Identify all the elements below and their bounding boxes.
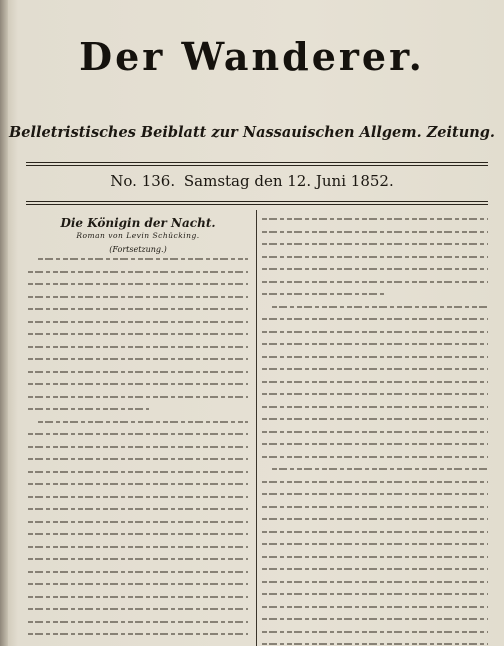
masthead-title: Der Wanderer. bbox=[79, 34, 425, 79]
left-column-text bbox=[28, 258, 248, 646]
text-line bbox=[262, 393, 488, 395]
text-line bbox=[28, 621, 248, 623]
issue-number: No. 136. bbox=[110, 172, 176, 190]
text-line bbox=[262, 581, 488, 583]
continued-note: (Fortsetzung.) bbox=[109, 245, 167, 254]
text-line bbox=[28, 296, 248, 298]
page-gutter bbox=[0, 0, 8, 646]
text-line bbox=[262, 593, 488, 595]
text-line bbox=[262, 343, 488, 345]
text-line bbox=[262, 631, 488, 633]
text-line bbox=[262, 643, 488, 645]
text-line bbox=[262, 556, 488, 558]
text-line bbox=[28, 308, 248, 310]
rule-divider bbox=[26, 162, 488, 163]
text-line bbox=[28, 546, 248, 548]
text-line bbox=[262, 506, 488, 508]
masthead-subtitle: Belletristisches Beiblatt zur Nassauischen Allgem. Zeitung. bbox=[9, 124, 495, 141]
right-column bbox=[262, 214, 488, 646]
text-line bbox=[262, 606, 488, 608]
text-line bbox=[28, 458, 248, 460]
text-line bbox=[262, 531, 488, 533]
text-line bbox=[28, 283, 248, 285]
text-line bbox=[28, 396, 248, 398]
column-divider bbox=[256, 210, 257, 646]
rule-divider bbox=[26, 204, 488, 205]
text-line bbox=[262, 243, 488, 245]
left-column bbox=[28, 214, 248, 646]
text-line bbox=[28, 371, 248, 373]
text-line bbox=[28, 446, 248, 448]
text-line bbox=[262, 568, 488, 570]
rule-divider bbox=[26, 165, 488, 166]
text-line bbox=[262, 493, 488, 495]
text-line bbox=[262, 418, 488, 420]
article-author: Roman von Levin Schücking. bbox=[76, 231, 200, 240]
text-line bbox=[262, 406, 488, 408]
issue-date: Samstag den 12. Juni 1852. bbox=[183, 172, 394, 190]
text-line bbox=[262, 231, 488, 233]
text-line bbox=[28, 346, 248, 348]
text-line bbox=[28, 558, 248, 560]
text-line bbox=[262, 256, 488, 258]
text-line bbox=[28, 508, 248, 510]
text-line bbox=[38, 258, 248, 260]
text-line bbox=[28, 433, 248, 435]
text-line bbox=[262, 331, 488, 333]
text-line bbox=[272, 306, 488, 308]
text-line bbox=[262, 368, 488, 370]
text-line bbox=[262, 518, 488, 520]
text-line bbox=[28, 483, 248, 485]
text-line bbox=[262, 543, 488, 545]
text-line bbox=[262, 481, 488, 483]
text-line bbox=[28, 633, 248, 635]
text-line bbox=[28, 271, 248, 273]
text-line bbox=[262, 356, 488, 358]
text-line bbox=[28, 571, 248, 573]
issue-line bbox=[0, 172, 504, 190]
article-title: Die Königin der Nacht. bbox=[60, 216, 216, 230]
text-line bbox=[28, 496, 248, 498]
text-line bbox=[262, 456, 488, 458]
text-line bbox=[28, 408, 149, 410]
text-line bbox=[262, 381, 488, 383]
text-line bbox=[262, 218, 488, 220]
text-line bbox=[262, 443, 488, 445]
rule-divider bbox=[26, 201, 488, 202]
text-line bbox=[262, 268, 488, 270]
text-line bbox=[262, 618, 488, 620]
text-line bbox=[262, 318, 488, 320]
text-line bbox=[28, 471, 248, 473]
text-line bbox=[28, 383, 248, 385]
text-line bbox=[38, 421, 248, 423]
text-line bbox=[262, 293, 386, 295]
right-column-text bbox=[262, 218, 488, 646]
text-line bbox=[28, 521, 248, 523]
text-line bbox=[28, 596, 248, 598]
text-line bbox=[28, 583, 248, 585]
text-line bbox=[272, 468, 488, 470]
text-line bbox=[28, 333, 248, 335]
text-line bbox=[28, 533, 248, 535]
text-line bbox=[262, 281, 488, 283]
text-line bbox=[262, 431, 488, 433]
text-line bbox=[28, 321, 248, 323]
text-line bbox=[28, 608, 248, 610]
text-line bbox=[28, 358, 248, 360]
